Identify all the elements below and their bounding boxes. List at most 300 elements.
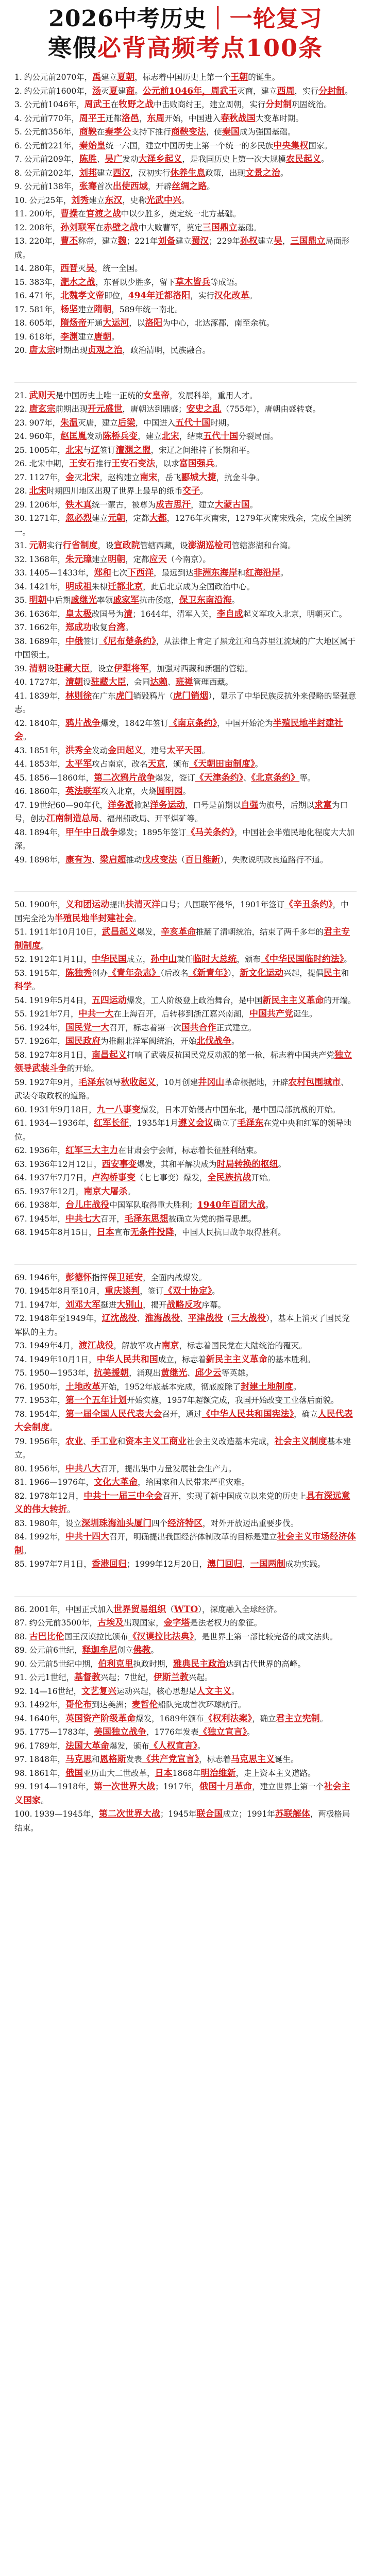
key-term: 草木皆兵	[175, 277, 211, 287]
key-term: 第一个五年计划	[65, 1395, 127, 1406]
key-term: 郑和	[94, 568, 112, 579]
key-term: 铁木真	[65, 499, 92, 510]
item-text: ，标志着中国历史上第一个	[134, 73, 231, 82]
key-term: 台儿庄战役	[65, 1200, 110, 1211]
item-text: 1997年7月1日，	[29, 1560, 92, 1569]
key-term: 清	[124, 608, 133, 619]
item-text: 200年，	[29, 209, 61, 219]
key-term: 英法联军	[65, 786, 101, 797]
item-number: 82.	[14, 1491, 27, 1501]
item-text: 统一蒙古，被尊为	[92, 500, 156, 510]
item-text: 1689年，	[29, 636, 66, 646]
item-text: 称帝，建立	[78, 236, 118, 246]
key-term: 江南制造总局	[46, 814, 99, 824]
item-text: 诞生。	[275, 1755, 299, 1765]
key-term: 国共合作	[181, 1022, 216, 1033]
item-text: 。	[319, 1714, 328, 1723]
item-text: 、武装夺取政权的道路。	[14, 1077, 349, 1101]
key-term: 甲午中日战争	[65, 827, 119, 838]
item-text: 国王汉谟拉比颁布	[64, 1632, 128, 1641]
item-text: ，从法律上肯定了黑龙江和乌苏里江流域的广大地区属于中国领土。	[14, 636, 356, 660]
key-term: 秦国	[222, 127, 240, 138]
key-term: 三大战役	[231, 1313, 266, 1324]
item-text: （今南京）。	[166, 554, 211, 564]
knowledge-item	[14, 444, 357, 457]
section-gap	[14, 1571, 357, 1589]
item-text: 1945年8月15日，	[29, 1228, 97, 1238]
item-text: 1868年	[172, 1768, 201, 1778]
item-text: 公元前356年，	[24, 127, 79, 137]
item-text: 。	[125, 623, 133, 633]
key-term: 伊斯兰教	[153, 1672, 189, 1683]
item-text: 公元前770年，	[24, 113, 79, 123]
key-term: 古埃及	[97, 1618, 124, 1629]
knowledge-item	[14, 512, 357, 539]
knowledge-item	[14, 1643, 357, 1657]
key-term: 金字塔	[163, 1618, 190, 1629]
item-text: 公元前221年，	[24, 141, 79, 150]
item-text: 公元25年，	[29, 195, 72, 205]
item-text: 是法老权力的象征。	[190, 1618, 262, 1628]
knowledge-item	[14, 689, 357, 717]
item-text: ，1276年灭南宋，1279年灭南宋残余，完成全国统一。	[14, 514, 351, 537]
item-number: 38.	[14, 636, 27, 646]
key-term: 《南京条约》	[168, 718, 217, 728]
item-text: 建立	[101, 73, 117, 82]
item-text: 。	[249, 291, 258, 301]
item-text: ，标志着国民党在大陆统治的覆灭。	[179, 1341, 307, 1351]
knowledge-item	[14, 967, 357, 994]
item-text: 首次	[96, 182, 113, 192]
section-gap	[14, 1240, 357, 1257]
key-term: 朱元璋	[65, 554, 92, 565]
key-term: 北宋	[161, 431, 179, 442]
item-number: 48.	[14, 827, 27, 837]
item-text: 指挥	[92, 1273, 108, 1282]
item-text: 、	[180, 1314, 188, 1324]
key-term: 文化大革命	[94, 1477, 138, 1488]
key-term: 曹丕	[60, 236, 78, 247]
item-text: 推翻了清朝统治，结束了两千多年的	[196, 927, 324, 937]
item-number: 62.	[14, 1146, 27, 1156]
item-text: ，确立	[252, 1714, 276, 1723]
knowledge-item	[14, 1712, 357, 1726]
item-number: 24.	[14, 432, 27, 442]
key-term: 中国共产党	[249, 1009, 293, 1020]
item-number: 10.	[14, 195, 27, 205]
key-term: 丝绸之路	[172, 181, 207, 192]
item-text: 开始实施，1957年超额完成，我国开始改变工业落后面貌。	[127, 1396, 339, 1405]
item-text: 成为强国基础。	[239, 127, 296, 137]
title-line2-prefix: 寒假	[47, 33, 97, 62]
item-text: 、	[83, 1436, 91, 1446]
item-number: 59.	[14, 1077, 27, 1087]
item-text: 被确立为党的指导思想。	[168, 1214, 257, 1224]
key-term: 中共十四大	[65, 1532, 110, 1543]
key-term: 第二次世界大战	[98, 1809, 160, 1820]
item-text: 召开，实现了新中国成立以来党的历史上	[162, 1491, 307, 1501]
item-text: 581年，	[29, 304, 61, 314]
title-line-2	[14, 35, 357, 62]
item-number: 67.	[14, 1214, 27, 1224]
key-term: 社会主义市场经济体制	[14, 1532, 356, 1556]
item-text: 1861年，	[29, 1768, 66, 1778]
key-term: 郾城大捷	[181, 472, 216, 483]
knowledge-item	[14, 457, 357, 471]
item-text: 发表	[126, 1755, 142, 1765]
item-text: ；229年	[209, 236, 240, 246]
section-prc	[14, 1264, 357, 1571]
knowledge-item	[14, 580, 357, 594]
key-term: 后梁	[117, 417, 136, 428]
key-term: 刘邦	[79, 167, 97, 178]
key-term: 独立领导武装斗争	[14, 1049, 352, 1074]
item-text: 1946年，	[29, 1273, 66, 1282]
item-text: 、	[96, 155, 105, 164]
item-text: 、福州船政局、开平煤矿等。	[99, 814, 203, 824]
item-text: 。	[212, 1286, 220, 1296]
item-text: ，岳飞	[157, 472, 181, 482]
key-term: 五代十国	[175, 417, 211, 428]
item-text: 爆发，工人阶级登上政治舞台，是中国	[126, 995, 263, 1005]
key-term: 《尼布楚条约》	[99, 636, 156, 647]
item-number: 64.	[14, 1173, 27, 1183]
item-text: 在	[96, 127, 105, 137]
key-term: 汉化改革	[214, 291, 249, 301]
item-text: 到达美洲；	[92, 1700, 132, 1710]
title-line1-suffix: 一轮复习	[229, 6, 323, 32]
item-text: 在党中央和红军的领导地位。	[14, 1118, 351, 1142]
key-term: 《独立宣言》	[198, 1727, 247, 1738]
section-gap	[14, 358, 357, 375]
key-term: 班禅	[175, 677, 193, 688]
item-text: 1662年，	[29, 623, 66, 633]
key-term: 南昌起义	[91, 1049, 127, 1060]
item-text: 605年，	[29, 318, 61, 328]
item-text: 掀起	[133, 800, 150, 810]
knowledge-item	[14, 1021, 357, 1035]
knowledge-item	[14, 1185, 357, 1199]
item-text: ，给国家和人民带来严重灾难。	[138, 1478, 250, 1487]
item-text: 1271年，	[29, 514, 66, 523]
item-text: 建立	[96, 168, 113, 178]
key-term: 中华人民共和国	[96, 1354, 158, 1365]
item-text: 设	[46, 664, 55, 673]
key-term: 《共产党宣言》	[142, 1754, 199, 1765]
key-term: 《双十协定》	[163, 1286, 212, 1297]
item-number: 39.	[14, 664, 27, 673]
key-term: 驻藏大臣	[91, 677, 126, 688]
item-text: 诞生。	[293, 1009, 317, 1019]
item-text: ，走上资本主义道路。	[235, 1768, 316, 1778]
item-text: 公元前6世纪，	[29, 1646, 82, 1655]
knowledge-item	[14, 207, 357, 221]
item-text: 1851年，	[29, 745, 66, 755]
item-text: 爆发，颁布	[109, 1741, 149, 1751]
key-term: 唐玄宗	[29, 404, 56, 415]
item-text: 。	[134, 86, 143, 96]
knowledge-item	[14, 71, 357, 84]
knowledge-item	[14, 553, 357, 567]
key-term: 安史之乱	[186, 404, 222, 415]
item-text: 发动	[122, 155, 139, 164]
item-text: 中击败商纣王，建立周朝，实行	[154, 100, 266, 110]
key-term: 文艺复兴	[81, 1686, 117, 1697]
item-text: ，史称	[122, 195, 146, 205]
item-text: 1405—1433年，	[29, 568, 94, 578]
item-text: 在广东	[92, 691, 116, 701]
item-text: 、	[187, 1368, 195, 1378]
knowledge-item	[14, 1435, 357, 1462]
item-text: ；1644年，清军入关，	[132, 609, 217, 619]
key-term: 王安石变法	[111, 459, 156, 469]
key-term: 重庆谈判	[105, 1286, 140, 1297]
key-term: 西汉	[112, 167, 130, 178]
key-term: 英国资产阶级革命	[65, 1713, 136, 1724]
item-text: ，抗金斗争。	[216, 472, 264, 482]
knowledge-item	[14, 1171, 357, 1185]
knowledge-item	[14, 898, 357, 925]
item-text: 支持下推行	[131, 127, 171, 137]
item-number: 35.	[14, 596, 27, 605]
key-term: 日本	[96, 1227, 114, 1238]
knowledge-item	[14, 166, 357, 180]
key-term: 康有为	[65, 854, 92, 865]
item-number: 72.	[14, 1314, 27, 1324]
item-text: 时期四川地区出现了世界上最早的纸币	[46, 486, 183, 496]
key-term: 秦始皇	[79, 140, 106, 151]
knowledge-item	[14, 1780, 357, 1807]
item-text: ，	[242, 1560, 250, 1569]
item-text: 等成语。	[210, 277, 243, 287]
key-term: 大蒙古国	[214, 499, 250, 510]
knowledge-item	[14, 1198, 357, 1212]
key-term: 澶渊之盟	[115, 445, 151, 455]
title-divider: ｜	[206, 6, 230, 32]
knowledge-item	[14, 994, 357, 1008]
key-term: 世界贸易组织	[113, 1604, 166, 1615]
key-term: 武则天	[29, 390, 56, 401]
key-term: 洛邑	[121, 113, 139, 124]
item-text: 1947年，	[29, 1300, 66, 1310]
item-text: 四个	[151, 1518, 168, 1528]
item-text: 。	[201, 745, 210, 755]
key-term: 明成祖	[65, 581, 92, 592]
item-text: 。	[41, 941, 49, 951]
item-text: 北宋中期，	[29, 459, 70, 469]
key-term: 分封制	[318, 86, 345, 96]
item-text: 朱棣	[92, 582, 108, 591]
key-term: 女皇帝	[143, 390, 170, 401]
item-number: 94.	[14, 1714, 27, 1723]
item-text: 打响了武装反抗国民党反动派的第一枪，标志着中国共产党	[126, 1050, 334, 1060]
item-text: 创立	[117, 1646, 133, 1655]
key-term: 东汉	[105, 195, 123, 206]
item-text: ；1945年	[160, 1809, 197, 1819]
key-term: 《人权宣言》	[149, 1740, 198, 1751]
item-text: 1848年，	[29, 1755, 66, 1765]
item-text: 1945年，	[29, 1214, 66, 1224]
item-text: 的基本胜利。	[267, 1354, 315, 1364]
knowledge-item	[14, 125, 357, 139]
knowledge-item	[14, 98, 357, 112]
item-number: 13.	[14, 236, 27, 246]
title-line1-prefix: 2026中考历史	[48, 6, 207, 32]
item-number: 66.	[14, 1200, 27, 1210]
item-text: ，签订	[140, 1286, 164, 1296]
item-text: 1931年9月18日，	[29, 1105, 97, 1114]
key-term: 太平军	[65, 759, 92, 770]
item-number: 78.	[14, 1409, 27, 1419]
key-term: 井冈山	[198, 1077, 225, 1088]
item-text: 等。	[299, 773, 316, 783]
item-text: 建立	[92, 514, 108, 523]
item-text: 实行	[46, 541, 63, 551]
item-text: ；221年	[126, 236, 158, 246]
key-term: 刘秀	[71, 195, 89, 206]
knowledge-item	[14, 1048, 357, 1076]
key-term: 伊犁将军	[113, 663, 149, 674]
key-term: 分封制	[265, 99, 292, 110]
item-text: 1492年，	[29, 1700, 66, 1710]
key-term: 唐朝	[94, 331, 112, 342]
item-text: 等英雄。	[221, 1368, 254, 1378]
item-text: ，揭开	[143, 1300, 167, 1310]
item-text: ，统一全国。	[94, 264, 143, 274]
item-text: 2001年，中国正式加入	[29, 1604, 114, 1614]
key-term: 《北京条约》	[251, 772, 300, 783]
key-term: 迁都北京	[108, 581, 143, 592]
knowledge-item	[14, 1698, 357, 1712]
item-number: 27.	[14, 472, 27, 482]
item-number: 3.	[14, 100, 22, 110]
item-text: ，中国人民抗日战争取得胜利。	[174, 1228, 286, 1238]
key-term: 元朝	[29, 540, 47, 551]
key-term: 农民起义	[285, 154, 321, 165]
item-number: 7.	[14, 155, 22, 164]
knowledge-item	[14, 1489, 357, 1517]
item-text: ，使	[206, 127, 222, 137]
item-number: 53.	[14, 968, 27, 978]
knowledge-item	[14, 389, 357, 403]
item-text: 与	[83, 445, 91, 455]
key-term: 中央集权	[273, 140, 309, 151]
item-text: 、	[243, 773, 251, 783]
key-term: 台湾	[108, 622, 126, 633]
item-text: 政策，出现	[205, 168, 245, 178]
item-number: 40.	[14, 677, 27, 687]
item-number: 77.	[14, 1396, 27, 1405]
item-number: 20.	[14, 346, 27, 355]
knowledge-item	[14, 1603, 357, 1617]
key-term: 淝水之战	[60, 277, 96, 287]
item-number: 93.	[14, 1700, 27, 1710]
item-text: 执政时期，	[133, 1659, 174, 1669]
item-number: 54.	[14, 995, 27, 1005]
key-term: 陈胜	[79, 154, 97, 165]
key-term: 邱少云	[195, 1368, 222, 1379]
item-text: 开始，1952年底基本完成，彻底废除了	[100, 1382, 241, 1392]
key-term: 伯利克里	[98, 1658, 133, 1669]
key-term: 时局转换的枢纽	[216, 1159, 278, 1170]
key-term: 刘备	[158, 236, 176, 247]
item-text: 为推翻北洋军阀统治，开始	[100, 1037, 197, 1046]
key-term: 下西洋	[127, 568, 154, 579]
item-number: 58.	[14, 1050, 27, 1060]
knowledge-item	[14, 430, 357, 444]
knowledge-item	[14, 1380, 357, 1394]
knowledge-item	[14, 1158, 357, 1172]
item-text: 。	[150, 1646, 159, 1655]
knowledge-item	[14, 84, 357, 98]
knowledge-points	[14, 69, 357, 1835]
item-number: 61.	[14, 1118, 27, 1128]
item-text: 建立	[92, 554, 108, 564]
item-text: 。	[214, 459, 223, 469]
item-text: 1860年，	[29, 787, 66, 796]
key-term: 毛泽东	[78, 1077, 105, 1088]
item-text: 基础。	[237, 223, 262, 232]
item-number: 25.	[14, 445, 27, 455]
item-text: 推动	[126, 855, 142, 865]
key-term: 中共八大	[65, 1463, 101, 1474]
item-text: 1856—1860年，	[29, 773, 94, 783]
document-title	[14, 6, 357, 61]
item-text: 在	[95, 223, 104, 232]
item-text: 、	[137, 1314, 145, 1324]
key-term: 交子	[182, 486, 200, 497]
key-term: 南京大屠杀	[83, 1186, 128, 1197]
item-text: 1992年，	[29, 1532, 66, 1542]
knowledge-item	[14, 1630, 357, 1644]
item-text: 。	[265, 1200, 274, 1210]
key-term: 商	[126, 86, 135, 96]
key-term: 禹	[92, 72, 102, 83]
item-text: 约公元前3500年，	[29, 1618, 98, 1628]
item-number: 95.	[14, 1727, 27, 1737]
key-term: 日本	[155, 1768, 173, 1778]
item-text: 1912年1月1日，	[29, 955, 92, 964]
item-text: ，最远到达	[154, 568, 194, 578]
knowledge-item	[14, 1767, 357, 1781]
item-text: 。	[207, 182, 215, 192]
knowledge-item	[14, 635, 357, 662]
knowledge-item	[14, 771, 357, 785]
knowledge-item	[14, 234, 357, 262]
item-text: 灭	[74, 472, 82, 482]
item-text: 船队完成首次环球航行。	[158, 1700, 246, 1710]
key-term: 《天朝田亩制度》	[189, 759, 255, 770]
key-term: 遵义会议	[178, 1118, 213, 1129]
item-text: 达到古代世界的高峰。	[226, 1659, 306, 1669]
item-number: 87.	[14, 1618, 27, 1628]
item-text: ，唐朝达到鼎盛；	[122, 404, 187, 414]
item-text: 灭	[78, 264, 86, 274]
key-term: 求富	[314, 800, 332, 810]
key-term: 自强	[241, 800, 259, 810]
item-text: ，中国完全沦为	[14, 900, 349, 923]
item-text: 领导	[105, 1077, 121, 1087]
knowledge-item	[14, 1394, 357, 1408]
key-term: 半殖民地半封建社会	[14, 718, 343, 742]
item-number: 51.	[14, 927, 27, 937]
item-text: 和	[341, 968, 349, 978]
item-text: 约公元前2070年，	[24, 73, 93, 82]
item-number: 98.	[14, 1768, 27, 1778]
item-text: 1956年，	[29, 1464, 66, 1473]
item-text: 。	[231, 1037, 240, 1046]
item-number: 5.	[14, 127, 22, 137]
